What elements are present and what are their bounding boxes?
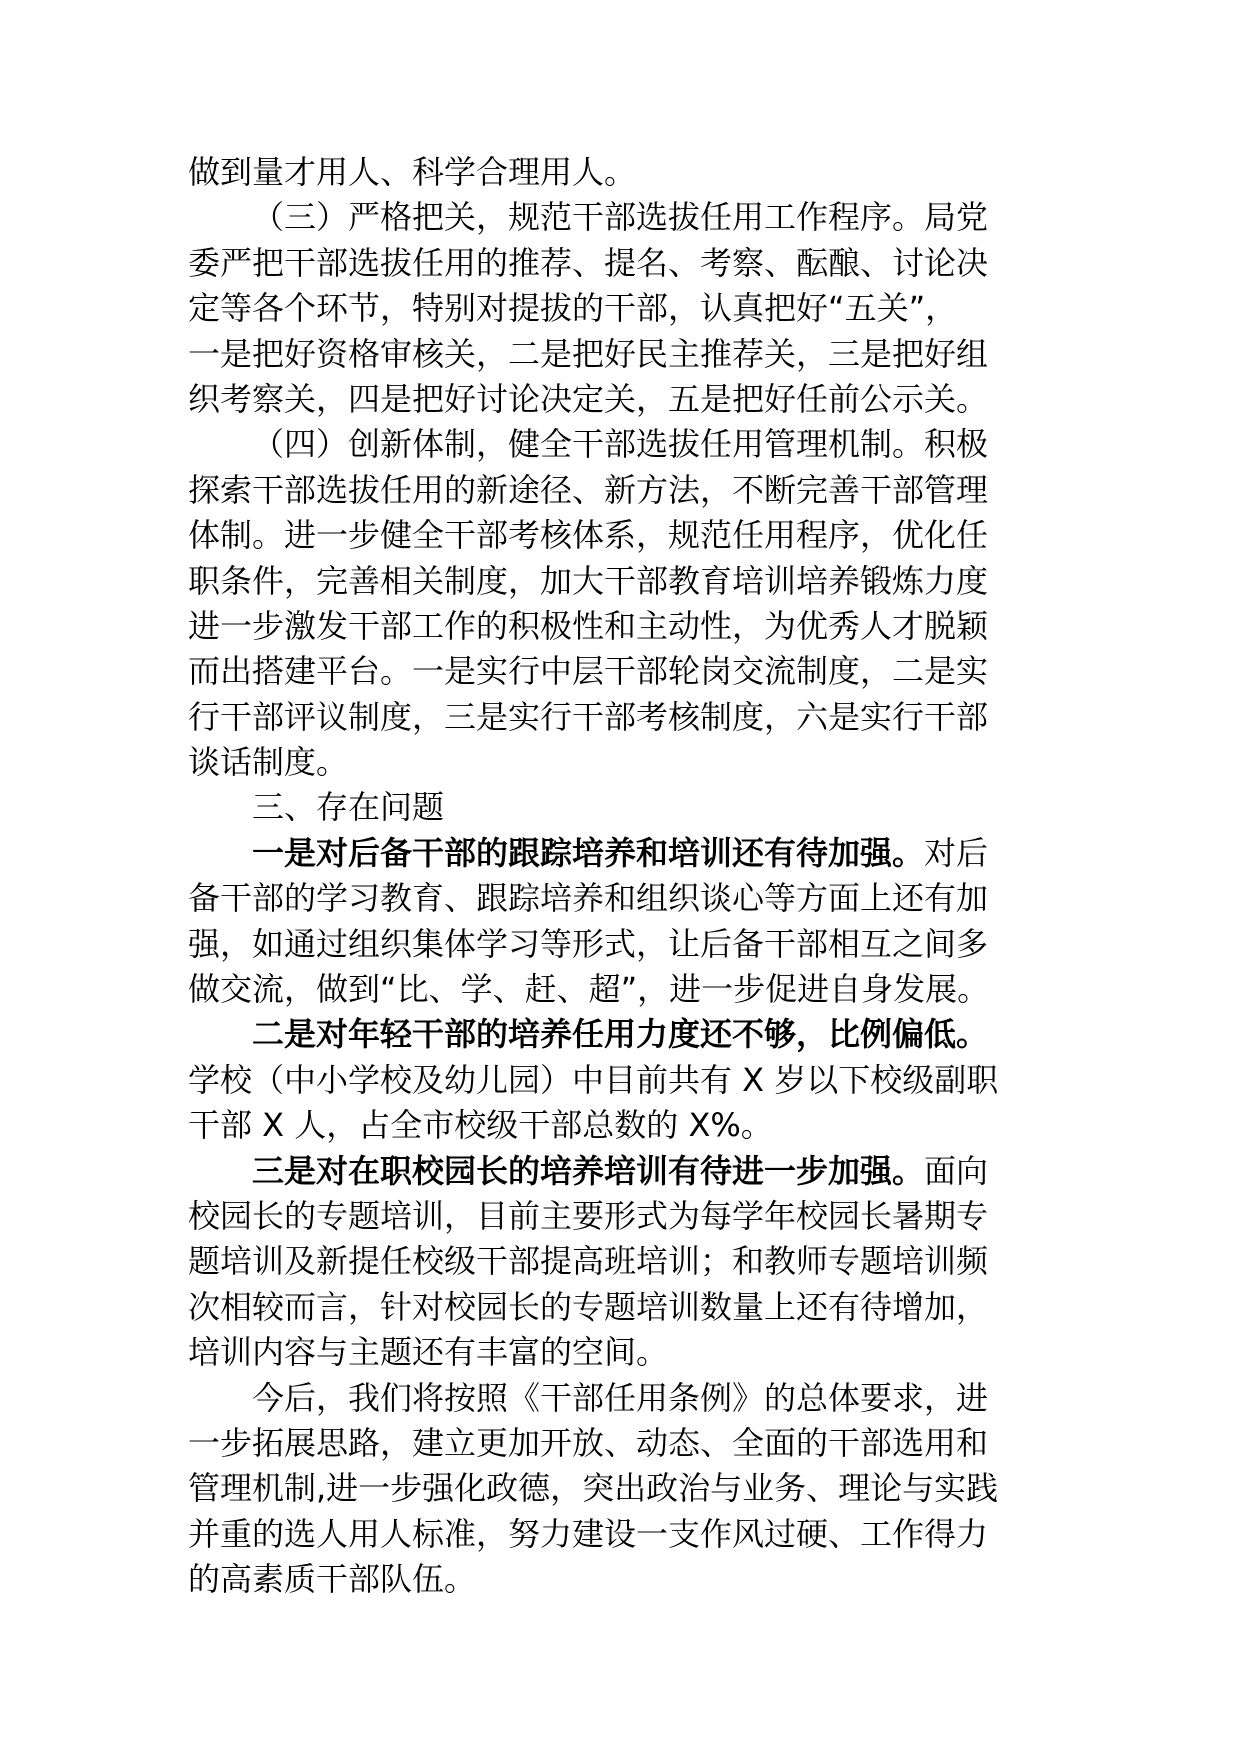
paragraph-text: 做到量才用人、科学合理用人。 bbox=[188, 153, 637, 191]
paragraph-text: （三）严格把关，规范干部选拔任用工作程序。局党 bbox=[252, 198, 989, 237]
text-line bbox=[188, 967, 1058, 1012]
text-line bbox=[188, 831, 1058, 876]
paragraph-text: 定等各个环节，特别对提拔的干部，认真把好“五关”， bbox=[188, 289, 958, 328]
paragraph-text: 委严把干部选拔任用的推荐、提名、考察、酝酿、讨论决 bbox=[188, 243, 989, 282]
paragraph-text: 谈话制度。 bbox=[188, 743, 349, 782]
bold-heading-text: 一是对后备干部的跟踪培养和培训还有待加强。 bbox=[252, 833, 925, 872]
paragraph-text: 校园长的专题培训，目前主要形式为每学年校园长暑期专 bbox=[188, 1196, 989, 1235]
bold-heading-text: 二是对年轻干部的培养任用力度还不够，比例偏低。 bbox=[252, 1015, 989, 1054]
text-line bbox=[188, 1466, 1058, 1511]
text-line bbox=[188, 195, 1058, 240]
text-line bbox=[188, 422, 1058, 467]
paragraph-text: 做交流，做到“比、学、赶、超”，进一步促进自身发展。 bbox=[188, 970, 990, 1009]
text-line bbox=[188, 468, 1058, 513]
text-line bbox=[188, 695, 1058, 740]
text-line bbox=[188, 286, 1058, 331]
text-line bbox=[188, 1330, 1058, 1375]
body-text bbox=[188, 150, 1058, 1603]
text-line bbox=[188, 377, 1058, 422]
paragraph-text: （四）创新体制，健全干部选拔任用管理机制。积极 bbox=[252, 425, 989, 464]
text-line bbox=[188, 513, 1058, 558]
paragraph-text: 行干部评议制度，三是实行干部考核制度，六是实行干部 bbox=[188, 697, 989, 736]
paragraph-text: 备干部的学习教育、跟踪培养和组织谈心等方面上还有加 bbox=[188, 879, 989, 918]
paragraph-text: 职条件，完善相关制度，加大干部教育培训培养锻炼力度 bbox=[188, 561, 989, 600]
paragraph-text: 干部 X 人，占全市校级干部总数的 X%。 bbox=[188, 1106, 773, 1145]
text-line bbox=[188, 1512, 1058, 1557]
paragraph-text: 而出搭建平台。一是实行中层干部轮岗交流制度，二是实 bbox=[188, 652, 989, 691]
text-line bbox=[188, 922, 1058, 967]
text-line bbox=[188, 241, 1058, 286]
text-line bbox=[188, 1421, 1058, 1466]
text-line bbox=[188, 1012, 1058, 1057]
text-line bbox=[188, 1058, 1058, 1103]
text-line bbox=[188, 876, 1058, 921]
text-line bbox=[188, 785, 1058, 830]
text-line bbox=[188, 332, 1058, 377]
paragraph-text: 进一步激发干部工作的积极性和主动性，为优秀人才脱颖 bbox=[188, 606, 989, 645]
paragraph-text: 强，如通过组织集体学习等形式，让后备干部相互之间多 bbox=[188, 924, 989, 963]
text-line bbox=[188, 604, 1058, 649]
text-line bbox=[188, 150, 1058, 195]
paragraph-text: 次相较而言，针对校园长的专题培训数量上还有待增加， bbox=[188, 1287, 989, 1326]
bold-heading-text: 三是对在职校园长的培养培训有待进一步加强。 bbox=[252, 1151, 925, 1190]
text-line bbox=[188, 559, 1058, 604]
text-line bbox=[188, 1376, 1058, 1421]
paragraph-text: 培训内容与主题还有丰富的空间。 bbox=[188, 1333, 669, 1372]
paragraph-text: 今后，我们将按照《干部任用条例》的总体要求，进 bbox=[252, 1378, 989, 1417]
text-line bbox=[188, 1239, 1058, 1284]
paragraph-text: 一是把好资格审核关，二是把好民主推荐关，三是把好组 bbox=[188, 334, 989, 373]
text-line bbox=[188, 1103, 1058, 1148]
paragraph-text: 体制。进一步健全干部考核体系，规范任用程序，优化任 bbox=[188, 516, 989, 555]
paragraph-text: 一步拓展思路，建立更加开放、动态、全面的干部选用和 bbox=[188, 1423, 989, 1462]
paragraph-text: 并重的选人用人标准，努力建设一支作风过硬、工作得力 bbox=[188, 1514, 989, 1553]
paragraph-text: 学校（中小学校及幼儿园）中目前共有 X 岁以下校级副职 bbox=[188, 1060, 999, 1099]
paragraph-text: 的高素质干部队伍。 bbox=[188, 1560, 477, 1599]
paragraph-text: 对后 bbox=[924, 833, 989, 872]
text-line bbox=[188, 1149, 1058, 1194]
paragraph-text: 三、存在问题 bbox=[252, 788, 445, 827]
text-line bbox=[188, 1194, 1058, 1239]
text-line bbox=[188, 1557, 1058, 1602]
paragraph-text: 探索干部选拔任用的新途径、新方法，不断完善干部管理 bbox=[188, 470, 989, 509]
paragraph-text: 题培训及新提任校级干部提高班培训；和教师专题培训频 bbox=[188, 1242, 989, 1281]
paragraph-text: 面向 bbox=[924, 1151, 989, 1190]
text-line bbox=[188, 1285, 1058, 1330]
text-line bbox=[188, 740, 1058, 785]
paragraph-text: 管理机制,进一步强化政德，突出政治与业务、理论与实践 bbox=[188, 1469, 999, 1508]
paragraph-text: 织考察关，四是把好讨论决定关，五是把好任前公示关。 bbox=[188, 379, 989, 418]
text-line bbox=[188, 649, 1058, 694]
